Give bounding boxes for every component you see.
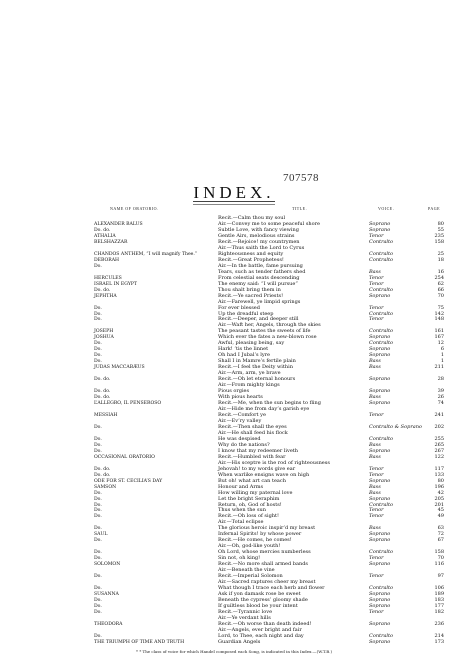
page-number: 214 [434, 632, 444, 639]
oratorio-name: Do. [94, 502, 102, 508]
oratorio-name: JOSEPH [94, 329, 114, 335]
voice-cell: Contralto [369, 328, 394, 335]
page-number: 6 [440, 346, 444, 353]
song-title: Air.—From mighty kings [218, 382, 280, 389]
voice-cell: Soprano [369, 220, 391, 227]
column-header-page: PAGE [428, 206, 441, 211]
song-title: Which ever the fates a new-blown rose [218, 334, 317, 341]
oratorio-name: Do. [94, 508, 102, 514]
voice-cell: Soprano [369, 376, 391, 383]
voice-cell: Soprano [369, 620, 391, 627]
page-number: 49 [437, 513, 444, 520]
voice-cell: Bass [369, 453, 381, 460]
voice-cell: Contralto [369, 250, 394, 257]
page-number: 158 [434, 549, 444, 556]
voice-cell: Tenor [369, 304, 384, 311]
song-title: Recit.—Then shall the eyes [218, 423, 287, 430]
song-title: Air.—Arm, arm, ye brave [218, 370, 281, 377]
voice-cell: Contralto [369, 585, 394, 592]
oratorio-name: Do. do. [94, 472, 111, 478]
page-number: 254 [434, 274, 444, 281]
oratorio-name: Do. [94, 448, 102, 454]
oratorio-name: Do. [94, 598, 102, 603]
voice-cell: Contralto [369, 501, 394, 508]
page-number: 72 [437, 531, 444, 538]
voice-cell: Contralto [369, 238, 394, 245]
page-number: 241 [434, 411, 444, 418]
page-number: 173 [434, 638, 444, 645]
accession-number: 707578 [283, 172, 319, 184]
footnote: * * The class of voice for which Handel composed each Song, is indicated in this Index.—(W.T.B.) [135, 649, 332, 654]
page-number: 75 [437, 304, 444, 311]
song-title: Recit.—Rejoice! my countrymen [218, 238, 300, 245]
oratorio-name: Do. do. [94, 395, 111, 401]
song-title: Air.—Beneath the vine [218, 567, 275, 574]
voice-cell: Bass [369, 364, 381, 371]
column-header-name: NAME OF ORATORIO. [110, 206, 159, 211]
column-header-voice: VOICE. [378, 206, 395, 211]
song-title: Lord, to Thee, each night and day [218, 632, 304, 639]
song-title: Awful, pleasing being, say [218, 340, 285, 347]
page-number: 1 [440, 358, 444, 365]
voice-cell: Soprano [369, 346, 391, 353]
voice-cell: Bass [369, 394, 381, 401]
voice-cell: Soprano [369, 334, 391, 341]
voice-cell: Soprano [369, 477, 391, 484]
song-title: Gentle Airs, melodious strains [218, 232, 295, 239]
song-title: With pious hearts [218, 394, 263, 401]
oratorio-name: SOLOMON [94, 562, 121, 568]
voice-cell: Bass [369, 489, 381, 496]
song-title: Jehovah! to my words give ear [218, 465, 296, 472]
voice-cell: Bass [369, 483, 381, 490]
voice-cell: Tenor [369, 411, 384, 418]
oratorio-name: Do. [94, 550, 102, 556]
voice-cell: Soprano [369, 638, 391, 645]
page-number: 70 [437, 555, 444, 562]
page-number: 122 [434, 453, 444, 460]
song-title: Recit.—Great Prophetess! [218, 256, 284, 263]
voice-cell: Soprano [369, 292, 391, 299]
oratorio-name: Do. [94, 496, 102, 502]
song-title: Thus when the sun [218, 507, 266, 514]
page-number: 70 [437, 292, 444, 299]
song-title: Recit.—I feel the Deity within [218, 364, 293, 371]
oratorio-name: Do. [94, 317, 102, 323]
oratorio-name: ALEXANDER BALUS [94, 221, 143, 227]
voice-cell: Tenor [369, 507, 384, 514]
page-number: 42 [437, 489, 444, 496]
song-title: Hark! ’tis the linnet [218, 346, 269, 353]
oratorio-name: MESSIAH [94, 412, 118, 418]
page-number: 205 [434, 495, 444, 502]
song-title: Recit.—Humbled with fear [218, 453, 286, 460]
oratorio-name: Do. [94, 347, 102, 353]
voice-cell: Soprano [369, 495, 391, 502]
title-rule [193, 201, 275, 205]
song-title: Infernal Spirits! by whose power [218, 531, 302, 538]
voice-cell: Contralto [369, 549, 394, 556]
oratorio-name: JEPHTHA [94, 293, 117, 299]
song-title: Up the dreadful steep [218, 310, 274, 317]
song-title: Air.—Convey me to some peaceful shore [218, 220, 320, 227]
page-number: 211 [434, 364, 444, 371]
oratorio-name: Do. [94, 609, 102, 615]
song-title: Recit.—Tyrannic love [218, 608, 273, 615]
voice-cell: Contralto [369, 256, 394, 263]
index-table [0, 216, 468, 646]
oratorio-name: Do. [94, 442, 102, 448]
song-title: How willing my paternal love [218, 489, 293, 496]
page-number: 236 [434, 620, 444, 627]
oratorio-name: Do. [94, 556, 102, 562]
song-title: Recit.—Deeper, and deeper still [218, 316, 299, 323]
song-title: Recit.—Me, when the sun begins to fling [218, 400, 321, 407]
song-title: Recit.—No more shall armed bands [218, 561, 308, 568]
song-title: What though I trace each herb and flower [218, 585, 325, 592]
page-number: 142 [434, 310, 444, 317]
page-number: 106 [434, 585, 444, 592]
voice-cell: Contralto [369, 632, 394, 639]
oratorio-name: THE TRIUMPH OF TIME AND TRUTH [94, 639, 185, 645]
song-title: The enemy said: “I will pursue” [218, 280, 298, 287]
column-header-title: TITLE. [292, 206, 308, 211]
voice-cell: Soprano [369, 597, 391, 603]
voice-cell: Tenor [369, 471, 384, 478]
page-number: 18 [437, 256, 444, 263]
voice-cell: Soprano [369, 352, 391, 359]
oratorio-name: Do. [94, 538, 102, 544]
page-number: 202 [434, 423, 444, 430]
song-title: Honour and Arms [218, 483, 264, 490]
song-title: Sin not, oh king! [218, 555, 261, 562]
voice-cell: Contralto [369, 286, 394, 293]
oratorio-name: L’ALLEGRO, IL PENSEROSO [94, 401, 162, 407]
song-title: Air.—Angels, ever bright and fair [218, 626, 302, 633]
page-number: 189 [434, 591, 444, 598]
voice-cell: Tenor [369, 280, 384, 287]
page-number: 267 [434, 447, 444, 454]
page-number: 80 [437, 477, 444, 484]
song-title: When warlike ensigns wave on high [218, 471, 310, 478]
voice-cell: Bass [369, 358, 381, 365]
oratorio-name: Do. [94, 526, 102, 532]
voice-cell: Bass [369, 441, 381, 448]
song-title: He was despised [218, 435, 261, 442]
song-title: Air.—Ye verdant hills [218, 614, 271, 621]
page-number: 62 [437, 280, 444, 287]
song-title: Tears, such as tender fathers shed [218, 268, 306, 275]
song-title: Air.—Total eclipse [218, 519, 264, 526]
oratorio-name: Do. do. [94, 389, 111, 395]
oratorio-name: Do. [94, 341, 102, 347]
page-number: 80 [437, 220, 444, 227]
oratorio-name: JOSHUA [94, 335, 114, 341]
song-title: Subtle Love, with fancy viewing [218, 226, 299, 233]
voice-cell: Tenor [369, 316, 384, 323]
page-number: 25 [437, 250, 444, 257]
page-number: 55 [437, 226, 444, 233]
song-title: Recit.—Oh loss of sight! [218, 513, 280, 520]
voice-cell: Tenor [369, 465, 384, 472]
oratorio-name: Do. [94, 305, 102, 311]
page-number: 39 [437, 388, 444, 395]
voice-cell: Tenor [369, 555, 384, 562]
song-title: Recit.—Comfort ye [218, 411, 266, 418]
page-number: 183 [434, 597, 444, 603]
song-title: Ask if yon damask rose be sweet [218, 591, 301, 598]
page-number: 158 [434, 238, 444, 245]
oratorio-name: ATHALIA [94, 233, 116, 239]
page-number: 28 [437, 376, 444, 383]
page-number: 26 [437, 394, 444, 401]
oratorio-name: Do. do. [94, 377, 111, 383]
page-number: 63 [437, 525, 444, 532]
song-title: Air.—His sceptre is the rod of righteousness [218, 459, 330, 466]
oratorio-name: OCCASIONAL ORATORIO [94, 454, 155, 460]
song-title: Shall I in Mamre’s fertile plain [218, 358, 296, 365]
voice-cell: Soprano [369, 537, 391, 544]
song-title: Recit.—Calm thou my soul [218, 215, 286, 221]
voice-cell: Contralto & Soprano [369, 423, 422, 430]
voice-cell: Tenor [369, 608, 384, 615]
oratorio-name: Do. [94, 514, 102, 520]
page-number: 45 [437, 507, 444, 514]
voice-cell: Soprano [369, 602, 391, 609]
song-title: Guardian Angels [218, 638, 261, 645]
page-number: 196 [434, 483, 444, 490]
voice-cell: Contralto [369, 310, 394, 317]
song-title: Air.—He shall feed his flock [218, 429, 288, 436]
oratorio-name: THEODORA [94, 621, 123, 627]
song-title: Why do the nations? [218, 441, 270, 448]
page-number: 161 [434, 328, 444, 335]
page-number: 97 [437, 573, 444, 580]
voice-cell: Bass [369, 525, 381, 532]
page-number: 116 [434, 561, 444, 568]
voice-cell: Contralto [369, 435, 394, 442]
oratorio-name: ISRAEL IN EGYPT [94, 281, 138, 287]
voice-cell: Soprano [369, 388, 391, 395]
oratorio-name: Do. [94, 263, 102, 269]
song-title: Air.—Farewell, ye limpid springs [218, 298, 301, 305]
song-title: Air.—In the battle, fame pursuing [218, 262, 303, 269]
song-title: Recit.—He comes, he comes! [218, 537, 292, 544]
song-title: But oh! what art can teach [218, 477, 286, 484]
page-number: 117 [434, 465, 444, 472]
song-title: Air.—Waft her, Angels, through the skies [218, 322, 321, 329]
voice-cell: Tenor [369, 232, 384, 239]
oratorio-name: Do. do. [94, 227, 111, 233]
oratorio-name: Do. [94, 586, 102, 592]
oratorio-name: ODE FOR ST. CECILIA’S DAY [94, 478, 163, 484]
song-title: For ever blessed [218, 304, 260, 311]
oratorio-name: BELSHAZZAR [94, 239, 128, 245]
oratorio-name: SUSANNA [94, 592, 119, 598]
voice-cell: Soprano [369, 226, 391, 233]
oratorio-name: Do. do. [94, 287, 111, 293]
voice-cell: Tenor [369, 513, 384, 520]
song-title: Beneath the cypress’ gloomy shade [218, 597, 308, 603]
song-title: I know that my redeemer liveth [218, 447, 299, 454]
voice-cell: Soprano [369, 561, 391, 568]
song-title: Air.—Hide me from day’s garish eye [218, 406, 310, 412]
oratorio-name: SAMSON [94, 484, 117, 490]
oratorio-name: Do. do. [94, 466, 111, 472]
oratorio-name: Do. [94, 603, 102, 609]
song-title: Let the bright Seraphim [218, 495, 280, 502]
table-row [0, 640, 468, 646]
voice-cell: Soprano [369, 531, 391, 538]
voice-cell: Tenor [369, 274, 384, 281]
song-title: Pious orgies [218, 388, 250, 395]
oratorio-name: Do. [94, 311, 102, 317]
song-title: Thou shalt bring them in [218, 286, 281, 293]
oratorio-name: SAUL [94, 532, 108, 538]
page-number: 182 [434, 608, 444, 615]
song-title: Righteousness and equity [218, 250, 284, 257]
song-title: Oh had I Jubal’s lyre [218, 352, 270, 359]
page-number: 148 [434, 316, 444, 323]
page-number: 67 [437, 537, 444, 544]
oratorio-name: Do. [94, 574, 102, 580]
song-title: Return, oh, God of hosts! [218, 501, 282, 508]
page-number: 167 [434, 334, 444, 341]
song-title: Air.—Sacred raptures cheer my breast [218, 579, 316, 586]
song-title: Air.—Thus saith the Lord to Cyrus [218, 244, 305, 251]
oratorio-name: Do. [94, 633, 102, 639]
song-title: If guiltless blood be your intent [218, 602, 298, 609]
song-title: Recit.—Imperial Solomon [218, 573, 283, 580]
page-number: 74 [437, 400, 444, 407]
song-title: Air.—Ev’ry valley [218, 417, 262, 424]
voice-cell: Soprano [369, 400, 391, 407]
oratorio-name: Do. [94, 359, 102, 365]
voice-cell: Soprano [369, 447, 391, 454]
page-number: 265 [434, 441, 444, 448]
oratorio-name: DEBORAH [94, 257, 120, 263]
song-title: Oh Lord, whose mercies numberless [218, 549, 311, 556]
voice-cell: Contralto [369, 340, 394, 347]
page-number: 12 [437, 340, 444, 347]
page-number: 201 [434, 501, 444, 508]
page-number: 66 [437, 286, 444, 293]
voice-cell: Tenor [369, 573, 384, 580]
song-title: Recit.—Oh worse than death indeed! [218, 620, 312, 627]
oratorio-name: Do. [94, 436, 102, 442]
song-title: Air.—Oh, god-like youth! [218, 543, 281, 550]
page-number: 1 [440, 352, 444, 359]
oratorio-name: Do. [94, 424, 102, 430]
page-number: 177 [434, 602, 444, 609]
voice-cell: Soprano [369, 591, 391, 598]
page-number: 235 [434, 232, 444, 239]
oratorio-name: Do. [94, 490, 102, 496]
oratorio-name: Do. [94, 353, 102, 359]
song-title: The peasant tastes the sweets of life [218, 328, 311, 335]
song-title: The glorious heroic inspir’d my breast [218, 525, 316, 532]
oratorio-name: HERCULES [94, 275, 122, 281]
voice-cell: Bass [369, 268, 381, 275]
song-title: Recit.—Ye sacred Priests! [218, 292, 284, 299]
page-number: 16 [437, 268, 444, 275]
song-title: From celestial seats descending [218, 274, 300, 281]
page-number: 255 [434, 435, 444, 442]
page-title: INDEX. [193, 183, 275, 202]
oratorio-name: CHANDOS ANTHEM, “I will magnify Thee.” [94, 251, 198, 257]
page-number: 133 [434, 471, 444, 478]
oratorio-name: JUDAS MACCABÆUS [94, 365, 145, 371]
song-title: Recit.—Oh let eternal honours [218, 376, 296, 383]
